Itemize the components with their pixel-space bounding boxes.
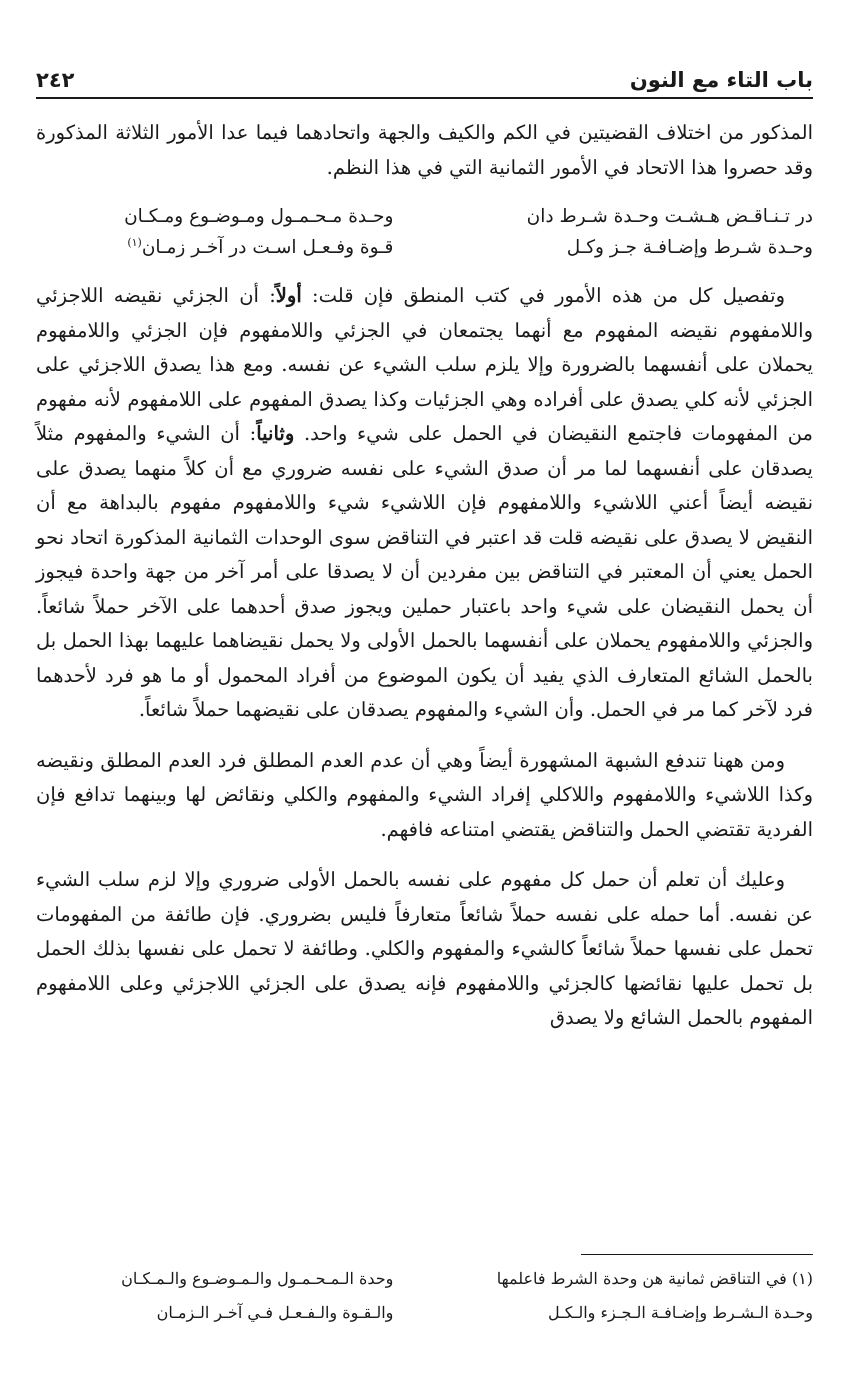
footnote-line-1-first-half: (١) في التناقض ثمانية هن وحدة الشرط فاعلمها bbox=[496, 1269, 813, 1288]
footnote-separator bbox=[581, 1254, 813, 1255]
footnote-line-1 bbox=[36, 1262, 813, 1296]
page-number: ٢٤٢ bbox=[36, 68, 75, 92]
term-second: وثانياً bbox=[256, 422, 295, 445]
paragraph-2 bbox=[36, 279, 813, 728]
footnote-line-1-second-half: وحدة الـمـحـمـول والـمـوضـوع والـمـكـان bbox=[121, 1269, 394, 1288]
running-title: باب التاء مع النون bbox=[629, 68, 813, 92]
page-header bbox=[36, 58, 813, 92]
page bbox=[36, 0, 813, 1374]
main-text bbox=[36, 116, 813, 1052]
verse-line-2 bbox=[36, 232, 813, 263]
footnote-line-2-second-half: والـقـوة والـفـعـل فـي آخـر الـزمـان bbox=[156, 1303, 394, 1322]
persian-verse bbox=[36, 201, 813, 263]
paragraph-2-end: : أن الشيء والمفهوم مثلاً يصدقان على أنفسهما لما مر أن صدق الشيء على نفسه ضروري مع أن كلاً منهما يصدق على نقيضه أيضاً أعني اللاشيء واللامفهوم فإن اللاشيء شيء واللامفهوم مفهوم بالبداهة مع أن النقيض لا يصدق على نقيضه قلت قد اعتبر في التناقض سوى الوحدات الثمانية المذكورة اتحاد نحو الحمل يعني أن المعتبر في التناقض بين مفردين أن لا يصدقا على أمر آخر من جهة واحدة فيجوز أن يحمل النقيضان على شيء واحد باعتبار حملين ويجوز صدق أحدهما على الآخر حملاً شائعاً. والجزئي واللامفهوم يحملان على أنفسهما بالحمل الأولى ولا يحمل نقيضاهما عليهما بهذا الحمل بل بالحمل الشائع المتعارف الذي يفيد أن يكون الموضوع من أفراد المحمول أو ما هو فرد لأحدهما فرد لآخر كما مر في الحمل. وأن الشيء والمفهوم يصدقان على نقيضهما حملاً شائعاً. bbox=[36, 422, 813, 721]
paragraph-4: وعليك أن تعلم أن حمل كل مفهوم على نفسه بالحمل الأولى ضروري وإلا لزم سلب الشيء عن نفسه. أما حمله على نفسه حملاً شائعاً متعارفاً فليس بضروري. فإن طائفة من المفهومات تحمل على نفسها حملاً شائعاً كالشيء والمفهوم والكلي. وطائفة لا تحمل على نفسها بذلك الحمل بل تحمل عليها نقائضها كالجزئي واللامفهوم فإنه يصدق على الجزئي اللاجزئي وعلى اللامفهوم المفهوم بالحمل الشائع ولا يصدق bbox=[36, 868, 813, 1029]
paragraph-1: المذكور من اختلاف القضيتين في الكم والكيف والجهة واتحادهما فيما عدا الأمور الثلاثة المذكورة وقد حصروا هذا الاتحاد في الأمور الثمانية التي في هذا النظم. bbox=[36, 121, 813, 179]
paragraph-2-middle: : أن الجزئي نقيضه اللاجزئي واللامفهوم نقيضه المفهوم مع أنهما يجتمعان في الجزئي واللامفهوم فإن الجزئي واللامفهوم يحملان على أنفسهما بالضرورة وإلا يلزم سلب الشيء عن نفسه. ومع هذا يصدق اللاجزئي على الجزئي لأنه كلي يصدق على أفراده وهي الجزئيات وكذا يصدق المفهوم على اللامفهوم لأنه مفهوم من المفهومات فاجتمع النقيضان في الحمل على شيء واحد. bbox=[36, 284, 814, 445]
footnote-line-2-first-half: وحـدة الـشـرط وإضـافـة الـجـزء والـكـل bbox=[547, 1303, 813, 1322]
header-rule bbox=[36, 97, 813, 99]
footnotes bbox=[36, 1262, 813, 1330]
footnote-reference: (١) bbox=[127, 235, 142, 249]
verse-line-2-second-text: قـوة وفـعـل اسـت در آخـر زمـان bbox=[141, 237, 394, 258]
verse-line-1-second-hemistich: وحـدة مـحـمـول ومـوضـوع ومـكـان bbox=[124, 206, 394, 227]
verse-line-1 bbox=[36, 201, 813, 232]
footnote-line-2 bbox=[36, 1296, 813, 1330]
paragraph-3: ومن ههنا تندفع الشبهة المشهورة أيضاً وهي أن عدم العدم المطلق فرد العدم المطلق ونقيضه وكذا اللاشيء واللامفهوم واللاكلي إفراد الشيء والمفهوم والكلي ونقائض لها وبينهما تدافع فإن الفردية تقتضي الحمل والتناقض يقتضي امتناعه فافهم. bbox=[36, 748, 813, 841]
term-first: أولاً bbox=[275, 284, 302, 307]
verse-line-2-first-hemistich: وحـدة شـرط وإضـافـة جـز وكـل bbox=[566, 237, 813, 258]
verse-line-1-first-hemistich: در تـنـاقـض هـشـت وحـدة شـرط دان bbox=[526, 206, 813, 227]
paragraph-2-start: وتفصيل كل من هذه الأمور في كتب المنطق فإن قلت: bbox=[301, 284, 785, 307]
verse-line-2-second-hemistich bbox=[36, 232, 393, 263]
